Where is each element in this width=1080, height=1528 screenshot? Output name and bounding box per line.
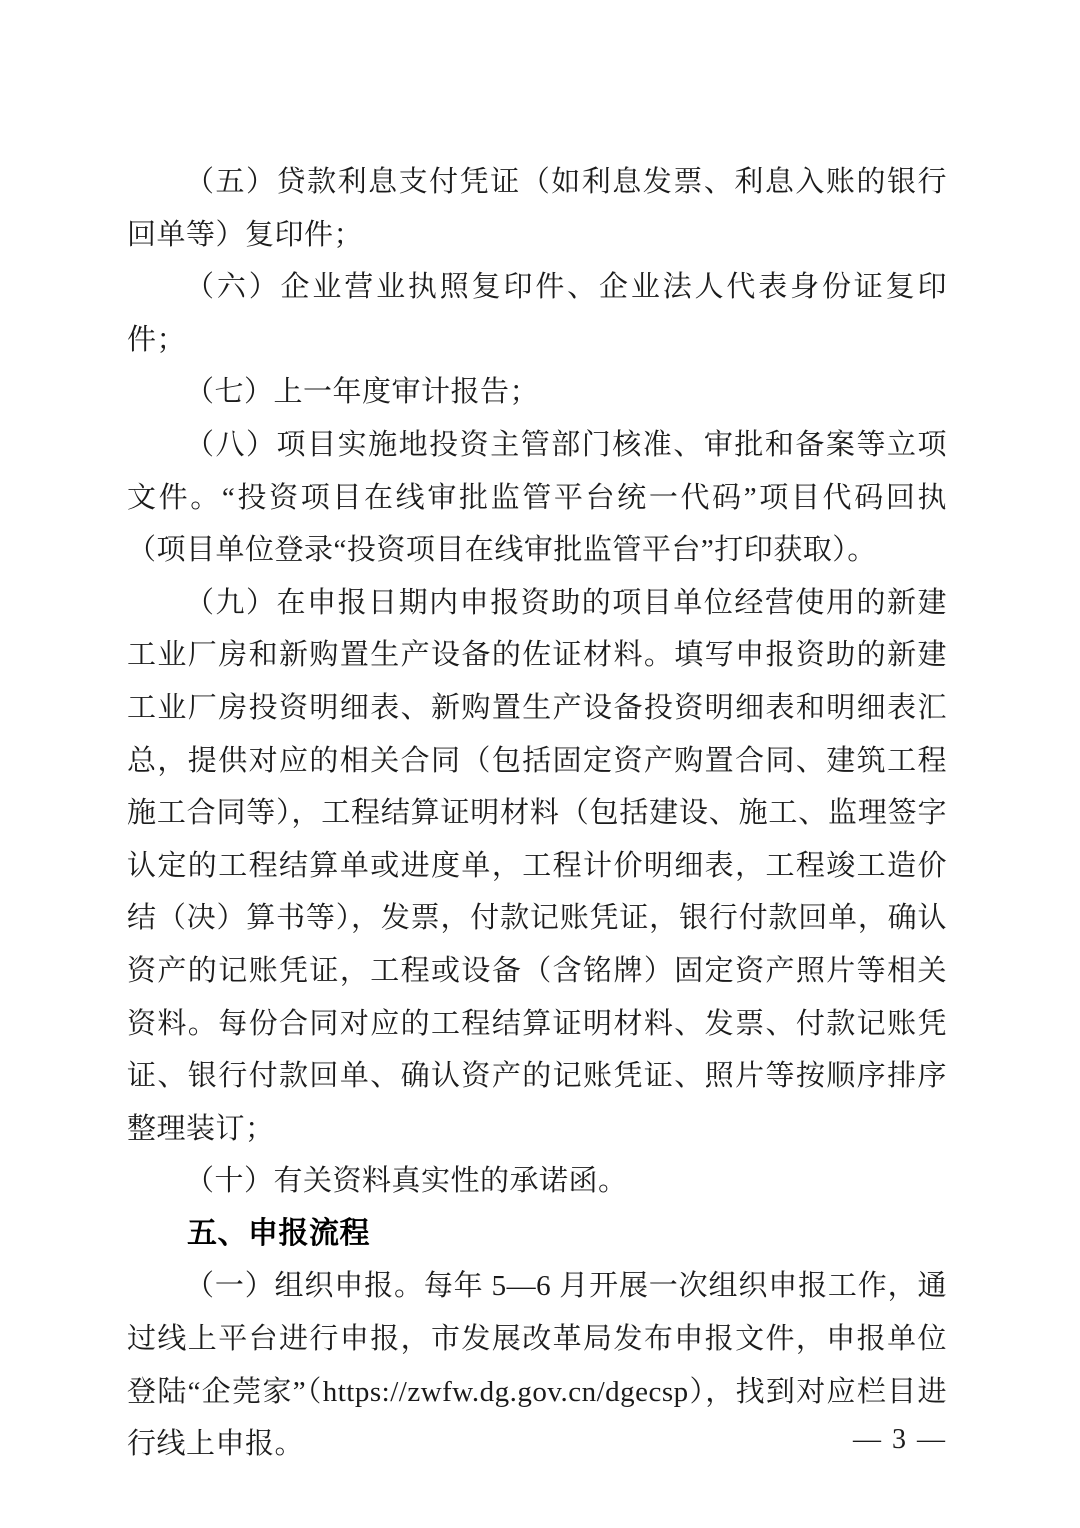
body-paragraph: （八）项目实施地投资主管部门核准、审批和备案等立项文件。“投资项目在线审批监管平台统一代码”项目代码回执（项目单位登录“投资项目在线审批监管平台”打印获取）。	[127, 428, 947, 567]
body-paragraph: （十）有关资料真实性的承诺函。	[185, 1165, 628, 1198]
section-heading: 五、申报流程	[187, 1216, 370, 1250]
document-body	[127, 156, 947, 1471]
body-paragraph: （一）组织申报。每年 5—6 月开展一次组织申报工作，通过线上平台进行申报，市发展改革局发布申报文件，申报单位登陆“企莞家”（https://zwfw.dg.gov.cn/dgecsp），找到对应栏目进行线上申报。	[127, 1270, 947, 1461]
body-paragraph: （六）企业营业执照复印件、企业法人代表身份证复印件；	[127, 271, 947, 356]
body-paragraph: （九）在申报日期内申报资助的项目单位经营使用的新建工业厂房和新购置生产设备的佐证材料。填写申报资助的新建工业厂房投资明细表、新购置生产设备投资明细表和明细表汇总，提供对应的相关合同（包括固定资产购置合同、建筑工程施工合同等），工程结算证明材料（包括建设、施工、监理签字认定的工程结算单或进度单，工程计价明细表，工程竣工造价结（决）算书等），发票，付款记账凭证，银行付款回单，确认资产的记账凭证，工程或设备（含铭牌）固定资产照片等相关资料。每份合同对应的工程结算证明材料、发票、付款记账凭证、银行付款回单、确认资产的记账凭证、照片等按顺序排序整理装订；	[127, 586, 947, 1145]
body-paragraph: （五）贷款利息支付凭证（如利息发票、利息入账的银行回单等）复印件；	[127, 166, 947, 251]
page-number: — 3 —	[853, 1424, 947, 1455]
body-paragraph: （七）上一年度审计报告；	[185, 376, 540, 409]
